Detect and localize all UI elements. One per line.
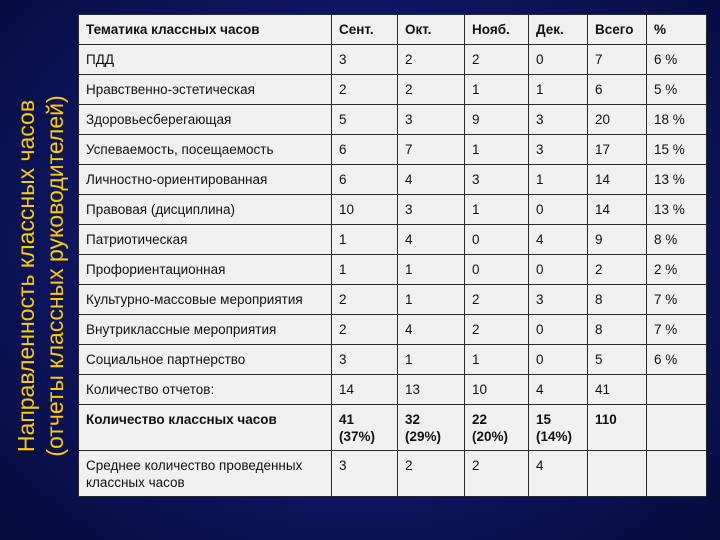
- table-cell: 110: [588, 405, 647, 451]
- table-cell: 1: [465, 345, 529, 375]
- table-cell: 1: [332, 255, 398, 285]
- column-header: Сент.: [332, 15, 398, 45]
- row-label-cell: Личностно-ориентированная: [79, 165, 332, 195]
- table-cell: 3: [398, 105, 465, 135]
- table-header-row: [79, 15, 707, 45]
- table-cell: 32 (29%): [398, 405, 465, 451]
- data-table-container: [78, 14, 706, 497]
- table-cell: 10: [332, 195, 398, 225]
- table-cell: 2: [398, 75, 465, 105]
- table-cell: 14: [588, 165, 647, 195]
- table-cell: 1: [398, 285, 465, 315]
- table-cell: 13 %: [647, 195, 707, 225]
- table-cell: 41 (37%): [332, 405, 398, 451]
- column-header: %: [647, 15, 707, 45]
- table-cell: 1: [332, 225, 398, 255]
- row-label-cell: Профориентационная: [79, 255, 332, 285]
- table-cell: [647, 375, 707, 405]
- table-cell: 2: [332, 75, 398, 105]
- table-cell: 1: [465, 195, 529, 225]
- side-title-line1: Направленность классных часов: [13, 99, 39, 453]
- table-row: [79, 135, 707, 165]
- row-label-cell: Среднее количество проведенных классных часов: [79, 451, 332, 497]
- table-row: [79, 165, 707, 195]
- table-cell: 5: [332, 105, 398, 135]
- row-label-cell: Правовая (дисциплина): [79, 195, 332, 225]
- table-cell: 3: [529, 135, 588, 165]
- row-label-cell: ПДД: [79, 45, 332, 75]
- table-cell: 6: [588, 75, 647, 105]
- table-cell: 15 (14%): [529, 405, 588, 451]
- table-cell: 1: [465, 75, 529, 105]
- table-cell: 0: [529, 255, 588, 285]
- table-cell: 7 %: [647, 285, 707, 315]
- class-hours-table: [78, 14, 707, 497]
- table-cell: 4: [398, 165, 465, 195]
- table-cell: 0: [529, 345, 588, 375]
- table-row: [79, 105, 707, 135]
- table-cell: 5 %: [647, 75, 707, 105]
- table-cell: 8: [588, 285, 647, 315]
- table-cell: 3: [529, 105, 588, 135]
- table-cell: 2: [465, 315, 529, 345]
- table-row: [79, 315, 707, 345]
- table-cell: 2: [465, 45, 529, 75]
- table-cell: 2: [398, 451, 465, 497]
- table-cell: [647, 405, 707, 451]
- table-cell: 1: [465, 135, 529, 165]
- table-cell: 15 %: [647, 135, 707, 165]
- table-row: [79, 195, 707, 225]
- table-cell: 10: [465, 375, 529, 405]
- row-label-cell: Успеваемость, посещаемость: [79, 135, 332, 165]
- table-cell: 2: [465, 285, 529, 315]
- table-row: [79, 285, 707, 315]
- table-cell: 2: [465, 451, 529, 497]
- table-cell: 7: [398, 135, 465, 165]
- table-cell: 6: [332, 165, 398, 195]
- table-cell: [588, 451, 647, 497]
- column-header: Окт.: [398, 15, 465, 45]
- table-cell: 1: [398, 255, 465, 285]
- table-cell: 41: [588, 375, 647, 405]
- table-cell: 5: [588, 345, 647, 375]
- table-row: [79, 451, 707, 497]
- table-cell: 8: [588, 315, 647, 345]
- table-cell: 4: [398, 315, 465, 345]
- table-cell: 2 %: [647, 255, 707, 285]
- table-cell: 1: [529, 75, 588, 105]
- table-cell: [647, 451, 707, 497]
- row-label-cell: Здоровьесберегающая: [79, 105, 332, 135]
- table-cell: 9: [588, 225, 647, 255]
- table-row: [79, 255, 707, 285]
- table-cell: 2: [332, 315, 398, 345]
- column-header: Нояб.: [465, 15, 529, 45]
- table-cell: 4: [529, 375, 588, 405]
- table-row: [79, 45, 707, 75]
- table-cell: 2: [398, 45, 465, 75]
- table-row: [79, 225, 707, 255]
- table-cell: 2: [332, 285, 398, 315]
- row-label-cell: Культурно-массовые мероприятия: [79, 285, 332, 315]
- table-cell: 4: [529, 225, 588, 255]
- table-cell: 3: [398, 195, 465, 225]
- table-cell: 6 %: [647, 45, 707, 75]
- table-cell: 7 %: [647, 315, 707, 345]
- row-label-cell: Патриотическая: [79, 225, 332, 255]
- column-header: Тематика классных часов: [79, 15, 332, 45]
- column-header: Дек.: [529, 15, 588, 45]
- row-label-cell: Количество классных часов: [79, 405, 332, 451]
- row-label-cell: Нравственно-эстетическая: [79, 75, 332, 105]
- table-cell: 0: [465, 225, 529, 255]
- table-cell: 6 %: [647, 345, 707, 375]
- table-cell: 4: [398, 225, 465, 255]
- table-cell: 18 %: [647, 105, 707, 135]
- table-cell: 8 %: [647, 225, 707, 255]
- table-cell: 13 %: [647, 165, 707, 195]
- table-row: [79, 405, 707, 451]
- table-row: [79, 345, 707, 375]
- table-cell: 3: [529, 285, 588, 315]
- table-cell: 3: [465, 165, 529, 195]
- column-header: Всего: [588, 15, 647, 45]
- table-cell: 20: [588, 105, 647, 135]
- table-cell: 0: [529, 195, 588, 225]
- table-cell: 13: [398, 375, 465, 405]
- table-row: [79, 75, 707, 105]
- side-title-line2: (отчеты классных руководителей): [42, 95, 68, 457]
- table-cell: 14: [588, 195, 647, 225]
- table-cell: 6: [332, 135, 398, 165]
- table-cell: 0: [465, 255, 529, 285]
- side-title: [0, 0, 82, 540]
- table-cell: 17: [588, 135, 647, 165]
- row-label-cell: Внутриклассные мероприятия: [79, 315, 332, 345]
- table-cell: 2: [588, 255, 647, 285]
- row-label-cell: Количество отчетов:: [79, 375, 332, 405]
- table-cell: 4: [529, 451, 588, 497]
- row-label-cell: Социальное партнерство: [79, 345, 332, 375]
- table-cell: 3: [332, 345, 398, 375]
- table-cell: 1: [529, 165, 588, 195]
- table-cell: 7: [588, 45, 647, 75]
- table-cell: 0: [529, 45, 588, 75]
- table-cell: 3: [332, 451, 398, 497]
- table-cell: 9: [465, 105, 529, 135]
- table-row: [79, 375, 707, 405]
- table-cell: 3: [332, 45, 398, 75]
- table-cell: 22 (20%): [465, 405, 529, 451]
- table-cell: 14: [332, 375, 398, 405]
- table-cell: 1: [398, 345, 465, 375]
- table-cell: 0: [529, 315, 588, 345]
